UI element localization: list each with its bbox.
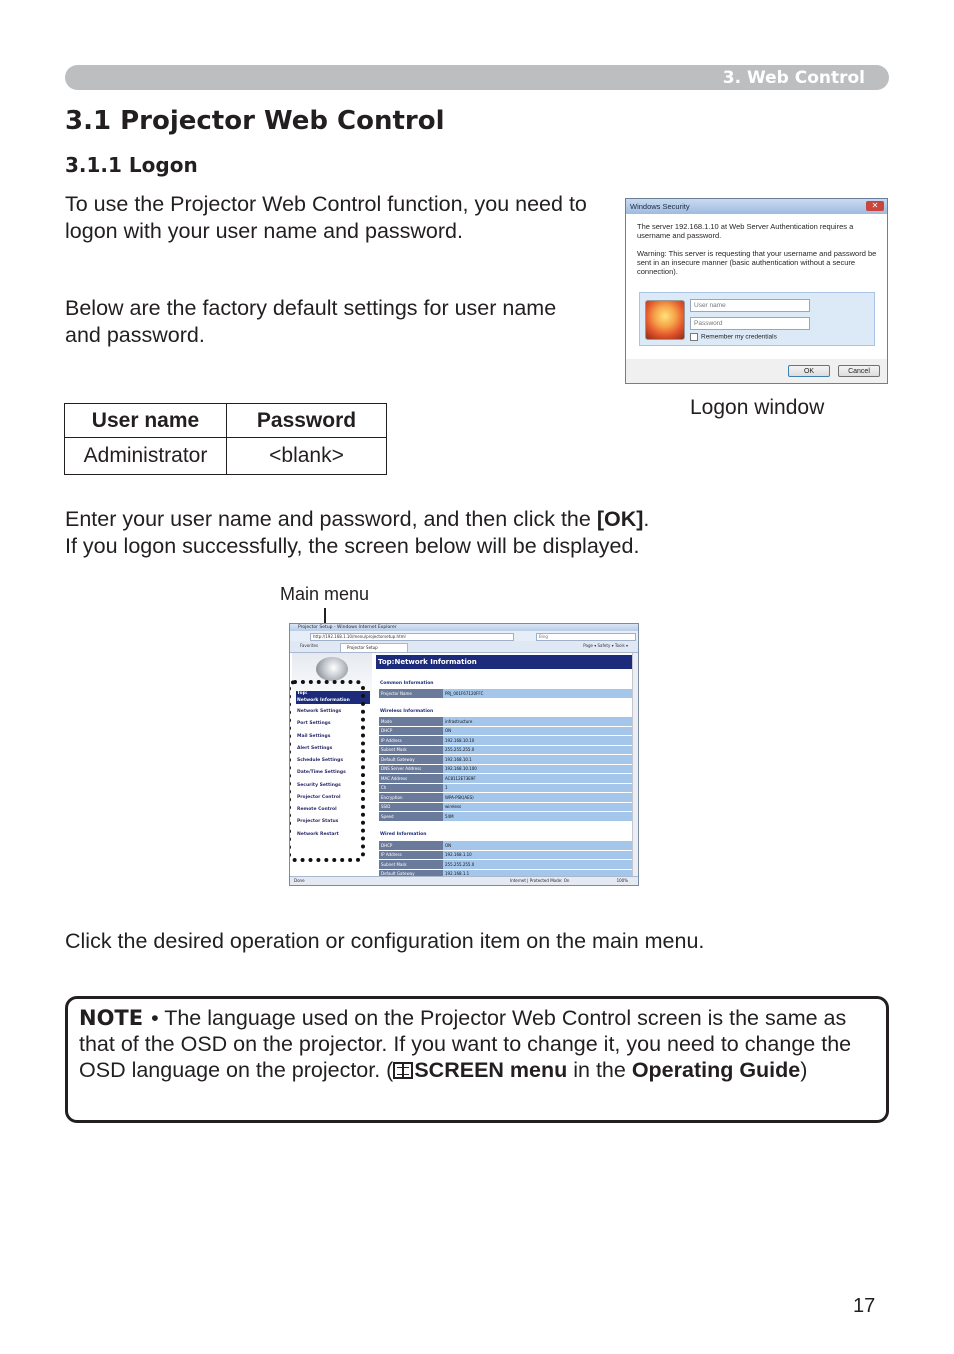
menu-item[interactable]: Mail Settings (297, 733, 331, 739)
info-label: IP Address (379, 850, 443, 860)
note-body-mid: in the (567, 1058, 632, 1082)
header-user-name: User name (65, 404, 227, 438)
logon-window (625, 198, 888, 384)
address-input[interactable]: http://192.168.1.10/menu/projectorsetup.html (310, 633, 514, 641)
credential-box (639, 292, 875, 346)
section-heading: Common Information (380, 681, 434, 686)
menu-item[interactable]: Date/Time Settings (297, 770, 346, 776)
info-value: PRJ_001F67120FFC (443, 689, 633, 698)
info-value: 255.255.255.0 (443, 745, 633, 755)
note-label: NOTE (79, 1006, 144, 1030)
subsection-title: 3.1.1 Logon (65, 153, 198, 177)
success-text: If you logon successfully, the screen below will be displayed. (65, 534, 640, 558)
zoom-level[interactable]: 100% (616, 878, 628, 883)
note-body-end: ) (800, 1058, 808, 1082)
username-input[interactable]: User name (690, 299, 810, 312)
info-value: 192.168.10.10 (443, 736, 633, 746)
click-instructions: Click the desired operation or configuration item on the main menu. (65, 929, 705, 953)
operating-guide-reference: Operating Guide (631, 1058, 801, 1082)
note-body: • The language used on the Projector Web Control screen is the same as that of the OSD on the projector. If you want to change it, you need to change the OSD language on the projector. ( (79, 1006, 852, 1082)
table-row (379, 812, 633, 822)
content-title: Top:Network Information (376, 655, 633, 669)
table-row (379, 841, 633, 850)
security-zone: Internet | Protected Mode: On (510, 878, 570, 883)
menu-item[interactable]: Projector Status (297, 819, 339, 825)
table-row (379, 793, 633, 803)
cancel-button[interactable]: Cancel (838, 365, 880, 377)
info-label: SSID (379, 802, 443, 812)
browser-toolbar[interactable]: Page ▾ Safety ▾ Tools ▾ (583, 643, 628, 648)
table-row (379, 783, 633, 793)
table-row (379, 860, 633, 870)
info-label: IP Address (379, 736, 443, 746)
info-value: 192.168.10.1 (443, 755, 633, 765)
menu-item[interactable]: Port Settings (297, 721, 331, 727)
network-information-content (376, 653, 633, 877)
browser-screenshot (289, 623, 639, 886)
header-password: Password (227, 404, 387, 438)
enter-text: Enter your user name and password, and then click the (65, 507, 597, 531)
main-menu-sidebar (292, 653, 372, 877)
info-label: DHCP (379, 726, 443, 736)
browser-tabbar (290, 641, 638, 653)
table-row (379, 717, 633, 726)
info-value: infrastructure (443, 717, 633, 726)
info-label: Subnet Mask (379, 745, 443, 755)
table-row (379, 689, 633, 698)
note-text (79, 1005, 869, 1083)
table-header-row (65, 404, 387, 438)
table-row (379, 774, 633, 784)
menu-item[interactable]: Network Restart (297, 831, 339, 837)
table-row (65, 438, 387, 475)
info-label: Default Gateway (379, 869, 443, 877)
info-label: Default Gateway (379, 755, 443, 765)
table-row (379, 726, 633, 736)
browser-titlebar: Projector Setup - Windows Internet Explorer (290, 624, 638, 631)
tab-projector-setup[interactable]: Projector Setup (340, 643, 408, 653)
password-input[interactable]: Password (690, 317, 810, 330)
info-label: Encryption (379, 793, 443, 803)
main-menu-highlight (289, 680, 365, 862)
menu-item[interactable]: Schedule Settings (297, 758, 343, 763)
table-row (379, 802, 633, 812)
info-value: 1 (443, 783, 633, 793)
info-label: Subnet Mask (379, 860, 443, 870)
table-row (379, 755, 633, 765)
section-heading: Wireless Information (380, 709, 434, 714)
info-value: 192.168.1.10 (443, 850, 633, 860)
remember-credentials-checkbox[interactable] (690, 333, 777, 341)
info-label: Speed (379, 812, 443, 822)
info-value: 54M (443, 812, 633, 822)
cell-password: <blank> (227, 438, 387, 475)
info-value: 192.168.10.100 (443, 764, 633, 774)
wired-info-table (379, 841, 633, 877)
default-credentials-table (64, 403, 387, 475)
info-label: Projector Name (379, 689, 443, 698)
remember-label: Remember my credentials (701, 333, 777, 341)
dialog-titlebar (626, 199, 887, 214)
menu-item-network-information[interactable]: Top: Network Information (296, 691, 370, 704)
info-value: AC8112E73E9F (443, 774, 633, 784)
menu-item[interactable]: Network Settings (297, 709, 342, 714)
dialog-body (626, 214, 887, 359)
book-icon (393, 1062, 413, 1079)
menu-item[interactable]: Remote Control (297, 807, 337, 812)
dialog-title: Windows Security (630, 202, 690, 211)
ok-button[interactable]: OK (788, 365, 830, 377)
logon-window-caption: Logon window (690, 396, 825, 419)
search-input[interactable]: Bing (536, 633, 636, 641)
chapter-header-bar (65, 65, 889, 90)
page-number: 17 (853, 1295, 876, 1317)
screen-menu-reference: SCREEN menu (414, 1058, 568, 1082)
dialog-warning: Warning: This server is requesting that your username and password be sent in an insecure manner (basic authentication without a secure connection). (637, 249, 877, 276)
table-row (379, 736, 633, 746)
info-value: WPA-PSK(AES) (443, 793, 633, 803)
table-row (379, 850, 633, 860)
browser-addressbar (290, 631, 638, 641)
intro-paragraph: To use the Projector Web Control function, you need to logon with your user name and password. (65, 192, 587, 243)
info-label: MAC Address (379, 774, 443, 784)
section-title: 3.1 Projector Web Control (65, 106, 445, 136)
note-box (65, 996, 889, 1123)
status-text: Done (294, 878, 305, 883)
section-heading: Wired Information (380, 832, 427, 837)
main-menu-label: Main menu (280, 584, 370, 604)
common-info-table (379, 689, 633, 699)
menu-item[interactable]: Alert Settings (297, 745, 333, 751)
info-label: DHCP (379, 841, 443, 850)
browser-statusbar (290, 876, 638, 885)
enter-text-end: . (643, 507, 650, 531)
menu-item[interactable]: Projector Control (297, 794, 341, 800)
info-value: ON (443, 726, 633, 736)
info-value: 192.168.1.1 (443, 869, 633, 877)
info-value: 255.255.255.0 (443, 860, 633, 870)
favorites-button[interactable]: Favorites (300, 643, 319, 648)
info-value: ON (443, 841, 633, 850)
ok-reference: [OK] (596, 507, 644, 531)
table-row (379, 764, 633, 774)
cell-user-name: Administrator (65, 438, 227, 475)
defaults-paragraph: Below are the factory default settings for user name and password. (65, 296, 557, 347)
projector-logo-icon (316, 657, 348, 681)
info-label: Ch (379, 783, 443, 793)
enter-instructions (65, 506, 825, 560)
wireless-info-table (379, 717, 633, 822)
info-value: wireless (443, 802, 633, 812)
dialog-message: The server 192.168.1.10 at Web Server Authentication requires a username and password. (637, 222, 854, 240)
table-row (379, 745, 633, 755)
menu-item[interactable]: Security Settings (297, 782, 341, 788)
info-label: DNS Server Address (379, 764, 443, 774)
chapter-title: 3. Web Control (722, 68, 865, 88)
user-avatar (645, 300, 685, 340)
checkbox-icon[interactable] (690, 333, 698, 341)
close-icon[interactable]: ✕ (866, 201, 884, 211)
info-label: Mode (379, 717, 443, 726)
scrollbar[interactable] (632, 653, 638, 877)
